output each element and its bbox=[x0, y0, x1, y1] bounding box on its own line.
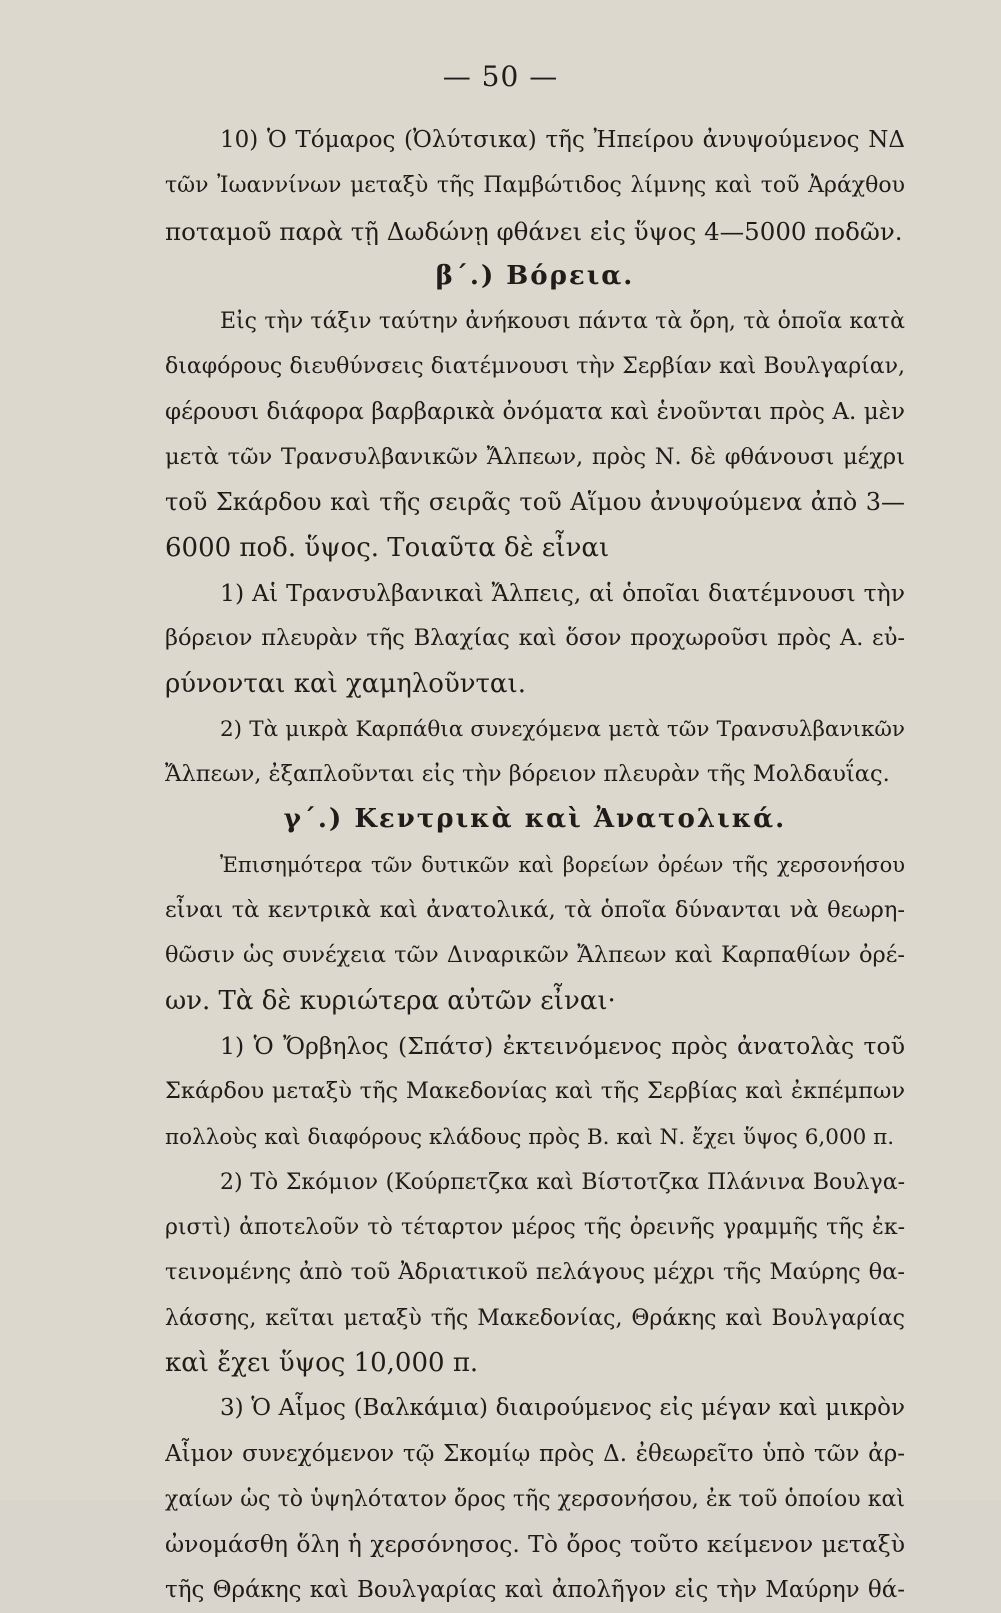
text-line: καὶ ἔχει ὕψος 10,000 π. bbox=[165, 1348, 479, 1379]
text-line: 3) Ὁ Αἷμος (Βαλκάμια) διαιρούμενος εἰς μέγαν καὶ μικρὸν bbox=[220, 1395, 905, 1422]
page-text bbox=[165, 118, 905, 1613]
text-line: χαίων ὡς τὸ ὑψηλότατον ὄρος τῆς χερσονήσου, ἐκ τοῦ ὁποίου καὶ bbox=[165, 1486, 905, 1512]
text-line: ὠνομάσθη ὅλη ἡ χερσόνησος. Τὸ ὄρος τοῦτο κείμενον μεταξὺ bbox=[165, 1530, 905, 1559]
page-number: — 50 — bbox=[442, 60, 559, 93]
text-line: 2) Τὸ Σκόμιον (Κούρπετζκα καὶ Βίστοτζκα Πλάνινα Βουλγα- bbox=[220, 1169, 905, 1195]
section-heading: β΄.) Βόρεια. bbox=[435, 260, 635, 291]
text-line: ριστὶ) ἀποτελοῦν τὸ τέταρτον μέρος τῆς ὀρεινῆς γραμμῆς τῆς ἐκ- bbox=[165, 1215, 905, 1241]
text-line: ποταμοῦ παρὰ τῇ Δωδώνῃ φθάνει εἰς ὕψος 4—5000 ποδῶν. bbox=[165, 216, 903, 246]
text-line: τεινομένης ἀπὸ τοῦ Ἀδριατικοῦ πελάγους μέχρι τῆς Μαύρης θα- bbox=[165, 1259, 905, 1286]
text-line: τῆς Θράκης καὶ Βουλγαρίας καὶ ἀπολῆγον εἰς τὴν Μαύρην θά- bbox=[165, 1576, 905, 1603]
text-line: Εἰς τὴν τάξιν ταύτην ἀνήκουσι πάντα τὰ ὄρη, τὰ ὁποῖα κατὰ bbox=[220, 309, 905, 335]
text-line: μετὰ τῶν Τρανσυλβανικῶν Ἄλπεων, πρὸς Ν. δὲ φθάνουσι μέχρι bbox=[165, 444, 905, 471]
text-line: τῶν Ἰωαννίνων μεταξὺ τῆς Παμβώτιδος λίμνης καὶ τοῦ Ἀράχθου bbox=[165, 173, 905, 199]
text-line: βόρειον πλευρὰν τῆς Βλαχίας καὶ ὅσον προχωροῦσι πρὸς Α. εὐ- bbox=[165, 625, 905, 652]
text-line: 6000 ποδ. ὕψος. Τοιαῦτα δὲ εἶναι bbox=[165, 532, 610, 563]
text-line: 10) Ὁ Τόμαρος (Ὀλύτσικα) τῆς Ἠπείρου ἀνυψούμενος ΝΔ bbox=[220, 127, 905, 153]
text-line: θῶσιν ὡς συνέχεια τῶν Διναρικῶν Ἄλπεων καὶ Καρπαθίων ὀρέ- bbox=[165, 942, 905, 969]
text-line: Αἷμον συνεχόμενον τῷ Σκομίῳ πρὸς Δ. ἐθεωρεῖτο ὑπὸ τῶν ἀρ- bbox=[165, 1440, 905, 1467]
text-line: 1) Αἱ Τρανσυλβανικαὶ Ἄλπεις, αἱ ὁποῖαι διατέμνουσι τὴν bbox=[220, 578, 905, 607]
text-line: 2) Τὰ μικρὰ Καρπάθια συνεχόμενα μετὰ τῶν Τρανσυλβανικῶν bbox=[220, 716, 905, 742]
text-line: πολλοὺς καὶ διαφόρους κλάδους πρὸς Β. καὶ Ν. ἔχει ὕψος 6,000 π. bbox=[165, 1124, 895, 1150]
text-line: φέρουσι διάφορα βαρβαρικὰ ὀνόματα καὶ ἑνοῦνται πρὸς Α. μὲν bbox=[165, 398, 905, 425]
text-line: Σκάρδου μεταξὺ τῆς Μακεδονίας καὶ τῆς Σερβίας καὶ ἐκπέμπων bbox=[165, 1078, 905, 1105]
text-line: τοῦ Σκάρδου καὶ τῆς σειρᾶς τοῦ Αἵμου ἀνυψούμενα ἀπὸ 3— bbox=[165, 488, 905, 517]
text-line: λάσσης, κεῖται μεταξὺ τῆς Μακεδονίας, Θράκης καὶ Βουλγαρίας bbox=[165, 1305, 905, 1331]
text-line: εἶναι τὰ κεντρικὰ καὶ ἀνατολικά, τὰ ὁποῖα δύνανται νὰ θεωρη- bbox=[165, 897, 905, 924]
text-line: Ἄλπεων, ἐξαπλοῦνται εἰς τὴν βόρειον πλευρὰν τῆς Μολδαυΐας. bbox=[165, 761, 890, 788]
text-line: ων. Τὰ δὲ κυριώτερα αὐτῶν εἶναι· bbox=[165, 985, 616, 1016]
section-heading: γ΄.) Κεντρικὰ καὶ Ἀνατολικά. bbox=[283, 804, 787, 835]
text-line: Ἐπισημότερα τῶν δυτικῶν καὶ βορείων ὀρέων τῆς χερσονήσου bbox=[220, 852, 905, 877]
text-line: ρύνονται καὶ χαμηλοῦνται. bbox=[165, 668, 526, 699]
text-line: διαφόρους διευθύνσεις διατέμνουσι τὴν Σερβίαν καὶ Βουλγαρίαν, bbox=[165, 354, 905, 380]
text-line: 1) Ὁ Ὄρβηλος (Σπάτσ) ἐκτεινόμενος πρὸς ἀνατολὰς τοῦ bbox=[220, 1031, 905, 1060]
